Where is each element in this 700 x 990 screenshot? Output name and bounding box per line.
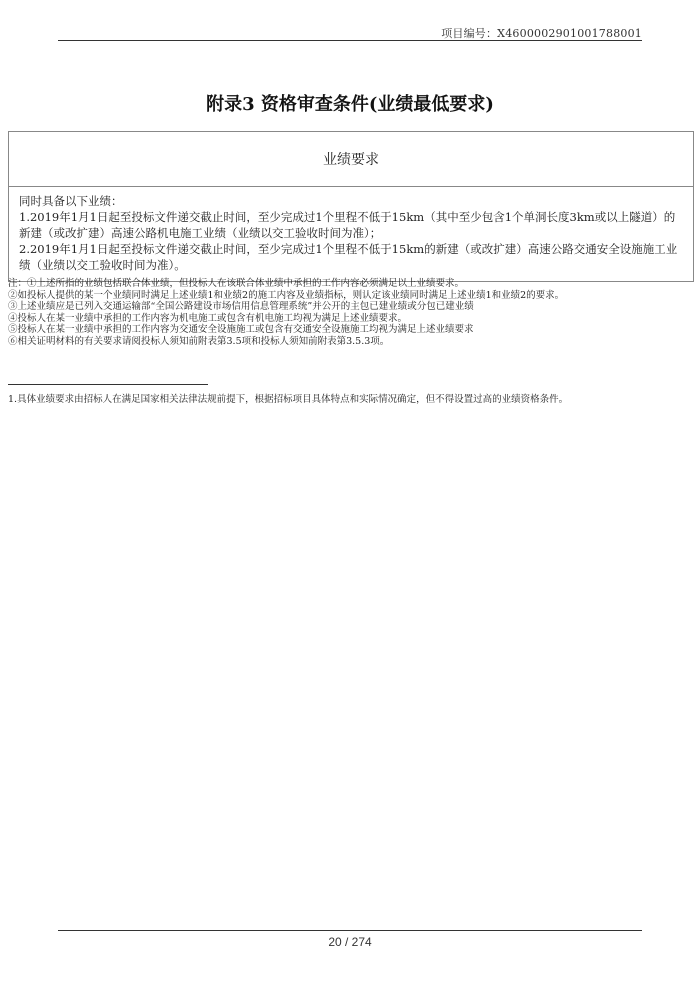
page-title: 附录3 资格审查条件(业绩最低要求) [206,94,494,115]
project-number: 项目编号：X4600002901001788001 [441,27,642,40]
requirement-item-1: 1.2019年1月1日起至投标文件递交截止时间，至少完成过1个里程不低于15km（其中至少包含1个单洞长度3km或以上隧道）的新建（或改扩建）高速公路机电施工业绩（业绩以交工验收时间为准）； [19,210,676,240]
requirements-body [9,187,693,281]
note-item: ③上述业绩应是已列入交通运输部“全国公路建设市场信用信息管理系统”并公开的主包已建业绩或分包已建业绩 [8,301,474,313]
note-item: ②如投标人提供的某一个业绩同时满足上述业绩1和业绩2的施工内容及业绩指标，则认定该业绩同时满足上述业绩1和业绩2的要求。 [8,289,565,301]
requirement-item-2: 2.2019年1月1日起至投标文件递交截止时间，至少完成过1个里程不低于15km的新建（或改扩建）高速公路交通安全设施施工业绩（业绩以交工验收时间为准）。 [19,242,678,272]
requirements-table [8,131,694,282]
note-item: ⑥相关证明材料的有关要求请阅投标人须知前附表第3.5项和投标人须知前附表第3.5.3项。 [8,335,390,347]
requirements-intro: 同时具备以下业绩： [19,194,123,208]
note-item: 注：①上述所指的业绩包括联合体业绩，但投标人在该联合体业绩中承担的工作内容必须满足以上业绩要求。 [8,278,465,289]
header-rule [58,40,642,41]
footnote: 1.具体业绩要求由招标人在满足国家相关法律法规前提下，根据招标项目具体特点和实际情况确定，但不得设置过高的业绩资格条件。 [8,394,569,405]
page-header [0,0,700,42]
footer-rule [58,930,642,931]
page-number: 20 / 274 [328,935,372,949]
note-item: ⑤投标人在某一业绩中承担的工作内容为交通安全设施施工或包含有交通安全设施施工均视为满足上述业绩要求 [8,324,474,336]
note-item: ④投标人在某一业绩中承担的工作内容为机电施工或包含有机电施工均视为满足上述业绩要求。 [8,312,408,324]
footnote-rule [8,384,208,385]
requirements-heading: 业绩要求 [9,132,693,187]
notes-section [8,278,692,348]
